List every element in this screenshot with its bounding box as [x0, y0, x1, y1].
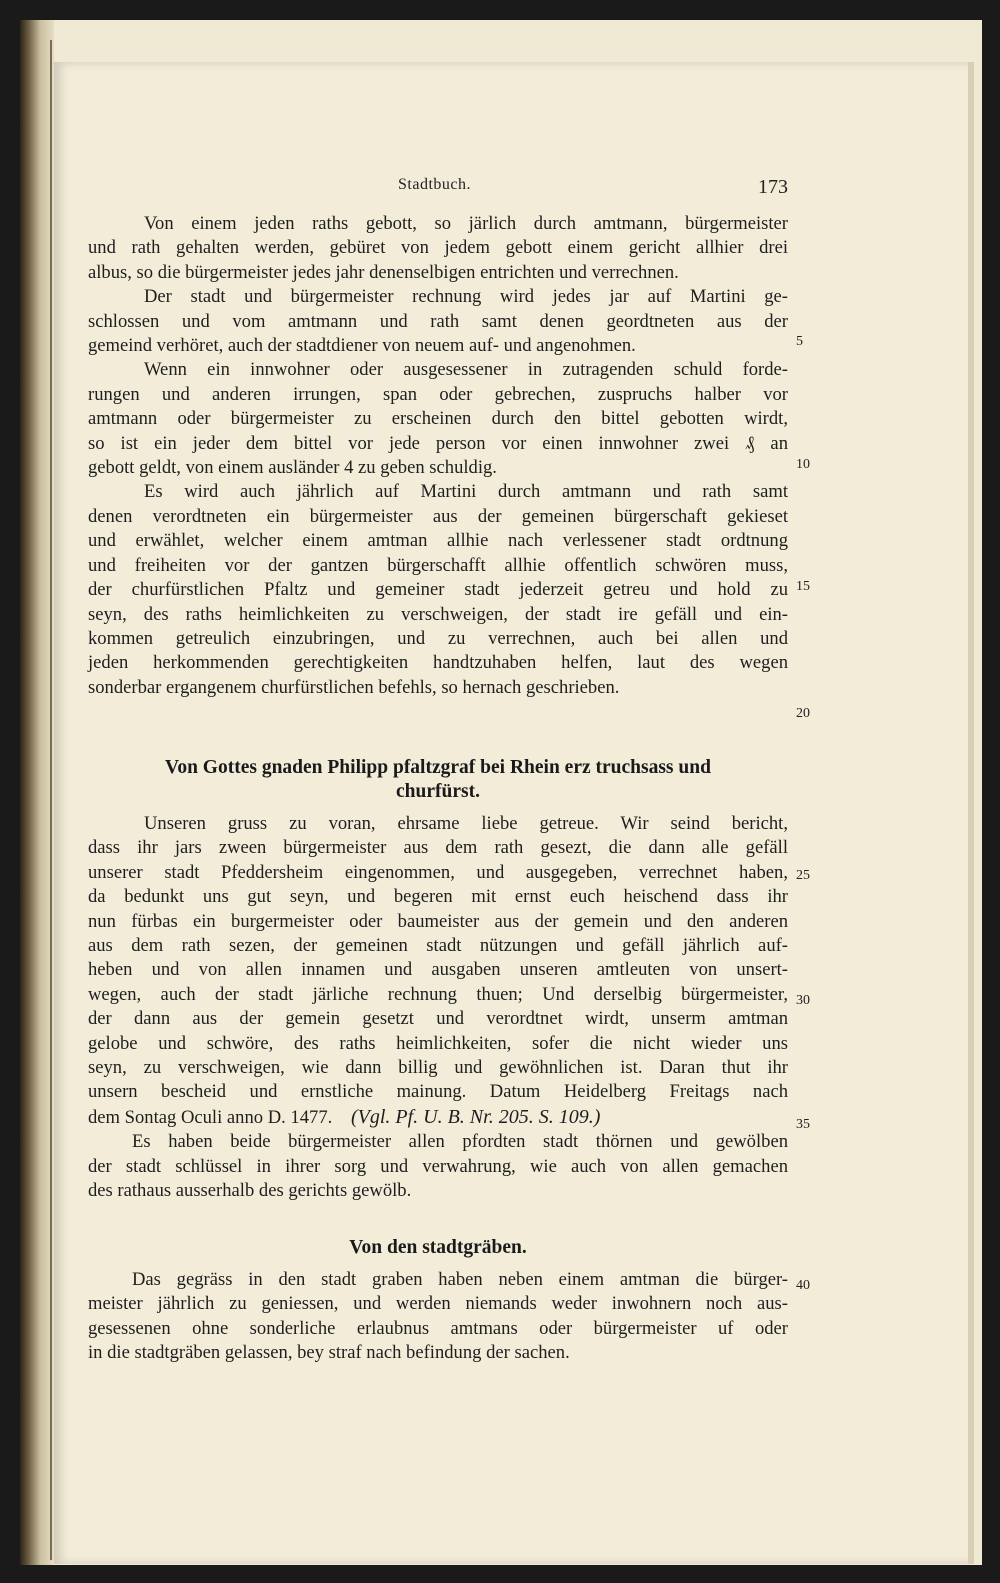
text-line: der stadt schlüssel in ihrer sorg und verwahrung, wie auch von allen gemachen: [88, 1155, 788, 1177]
section-2-text: [88, 812, 788, 1204]
text-line: denen verordtneten ein bürgermeister aus der gemeinen bürgerschaft gekieset: [88, 505, 788, 527]
section-3-text: [88, 1268, 788, 1366]
text-line: amtmann oder bürgermeister zu erscheinen durch den bittel gebotten wirdt,: [88, 408, 788, 430]
heading-line-1: Von Gottes gnaden Philipp pfaltzgraf bei Rhein erz truchsass und: [165, 757, 711, 778]
running-title: Stadtbuch.: [398, 176, 471, 193]
line-number: 10: [796, 457, 810, 472]
text-line: seyn, des raths heimlichkeiten zu verschweigen, der stadt ire gefäll und ein-: [88, 603, 788, 625]
text-line: Unseren gruss zu voran, ehrsame liebe getreue. Wir seind bericht,: [144, 813, 788, 834]
text-line: gesessenen ohne sonderliche erlaubnus amtmans oder bürgermeister uf oder: [88, 1317, 788, 1339]
section-1-text: [88, 212, 788, 700]
text-line: der dann aus der gemein gesetzt und verordtnet wirdt, unserm amtman: [88, 1008, 788, 1030]
line-number: 15: [796, 579, 810, 594]
text-line: wegen, auch der stadt järliche rechnung thuen; Und derselbig bürgermeister,: [88, 983, 788, 1005]
book-spine: [20, 20, 54, 1565]
line-number: 35: [796, 1117, 810, 1132]
line-number: 20: [796, 706, 810, 721]
text-line: meister jährlich zu geniessen, und werden niemands weder inwohnern noch aus-: [88, 1293, 788, 1315]
line-number: 30: [796, 993, 810, 1008]
page-edge: [968, 62, 974, 1564]
text-line: so ist ein jeder dem bittel vor jede person vor einen innwohner zwei ₰ an: [88, 432, 788, 454]
text-line: [88, 1105, 788, 1130]
date-line: dem Sontag Oculi anno D. 1477.: [88, 1106, 333, 1128]
text-line: kommen getreulich einzubringen, und zu verrechnen, auch bei allen und: [88, 627, 788, 649]
text-line: dass ihr jars zween bürgermeister aus dem rath gesezt, die dann alle gefäll: [88, 837, 788, 859]
text-line: seyn, zu verschweigen, wie dann billig und gewöhnlichen ist. Daran thut ihr: [88, 1057, 788, 1079]
text-line: des rathaus ausserhalb des gerichts gewölb.: [88, 1180, 412, 1202]
text-line: da bedunkt uns gut seyn, und begeren mit ernst euch heischend dass ihr: [88, 886, 788, 908]
section-heading: Von den stadtgräben.: [349, 1237, 527, 1258]
text-line: Es haben beide bürgermeister allen pfordten stadt thörnen und gewölben: [132, 1131, 788, 1153]
text-line: jeden herkommenden gerechtigkeiten handtzuhaben helfen, laut des wegen: [88, 652, 788, 674]
text-line: Wenn ein innwohner oder ausgesessener in zutragenden schuld forde-: [144, 359, 788, 381]
text-line: unserer stadt Pfeddersheim eingenommen, und ausgegeben, verrechnet haben,: [88, 861, 788, 883]
line-number: 5: [796, 334, 803, 349]
text-line: Das gegräss in den stadt graben haben neben einem amtman die bürger-: [132, 1269, 788, 1290]
text-line: rungen und anderen irrungen, span oder gebrechen, zuspruchs halber vor: [88, 383, 788, 405]
citation: (Vgl. Pf. U. B. Nr. 205. S. 109.): [350, 1105, 601, 1128]
text-line: sonderbar ergangenem churfürstlichen befehls, so hernach geschrieben.: [88, 676, 620, 698]
text-line: der churfürstlichen Pfaltz und gemeiner stadt jederzeit getreu und hold zu: [88, 579, 788, 601]
page-number: 173: [758, 176, 788, 198]
binding-edge: [50, 40, 52, 1560]
line-number: 25: [796, 868, 810, 883]
text-line: und erwählet, welcher einem amtman allhie nach verlessener stadt ordtnung: [88, 530, 788, 552]
text-line: gelobe und schwöre, des raths heimlichkeiten, sofer die nicht wieder uns: [88, 1032, 788, 1054]
text-line: Von einem jeden raths gebott, so järlich durch amtmann, bürgermeister: [144, 213, 788, 234]
text-line: albus, so die bürgermeister jedes jahr denenselbigen entrichten und verrechnen.: [88, 261, 679, 283]
text-line: gemeind verhöret, auch der stadtdiener von neuem auf- und angenohmen.: [88, 335, 636, 357]
text-line: und freiheiten vor der gantzen bürgerschafft allhie offentlich schwören muss,: [88, 554, 788, 576]
text-line: schlossen und vom amtmann und rath samt denen geordtneten aus der: [88, 310, 788, 332]
text-line: Es wird auch jährlich auf Martini durch amtmann und rath samt: [144, 481, 788, 503]
text-line: heben und von allen innamen und ausgaben unseren amtleuten von unsert-: [88, 959, 788, 981]
text-line: aus dem rath sezen, der gemeinen stadt nützungen und gefäll jährlich auf-: [88, 935, 788, 957]
text-line: unsern bescheid und ernstliche mainung. Datum Heidelberg Freitags nach: [88, 1081, 788, 1103]
letter-heading: [88, 756, 788, 804]
text-line: Der stadt und bürgermeister rechnung wird jedes jar auf Martini ge-: [144, 286, 788, 308]
text-line: und rath gehalten werden, gebüret von jedem gebott einem gericht allhier drei: [88, 237, 788, 259]
text-line: gebott geldt, von einem ausländer 4 zu geben schuldig.: [88, 457, 497, 479]
text-line: nun fürbas ein burgermeister oder baumeister aus der gemein und den anderen: [88, 910, 788, 932]
line-number: 40: [796, 1278, 810, 1293]
heading-line-2: churfürst.: [396, 781, 480, 802]
text-line: in die stadtgräben gelassen, bey straf nach befindung der sachen.: [88, 1342, 570, 1364]
